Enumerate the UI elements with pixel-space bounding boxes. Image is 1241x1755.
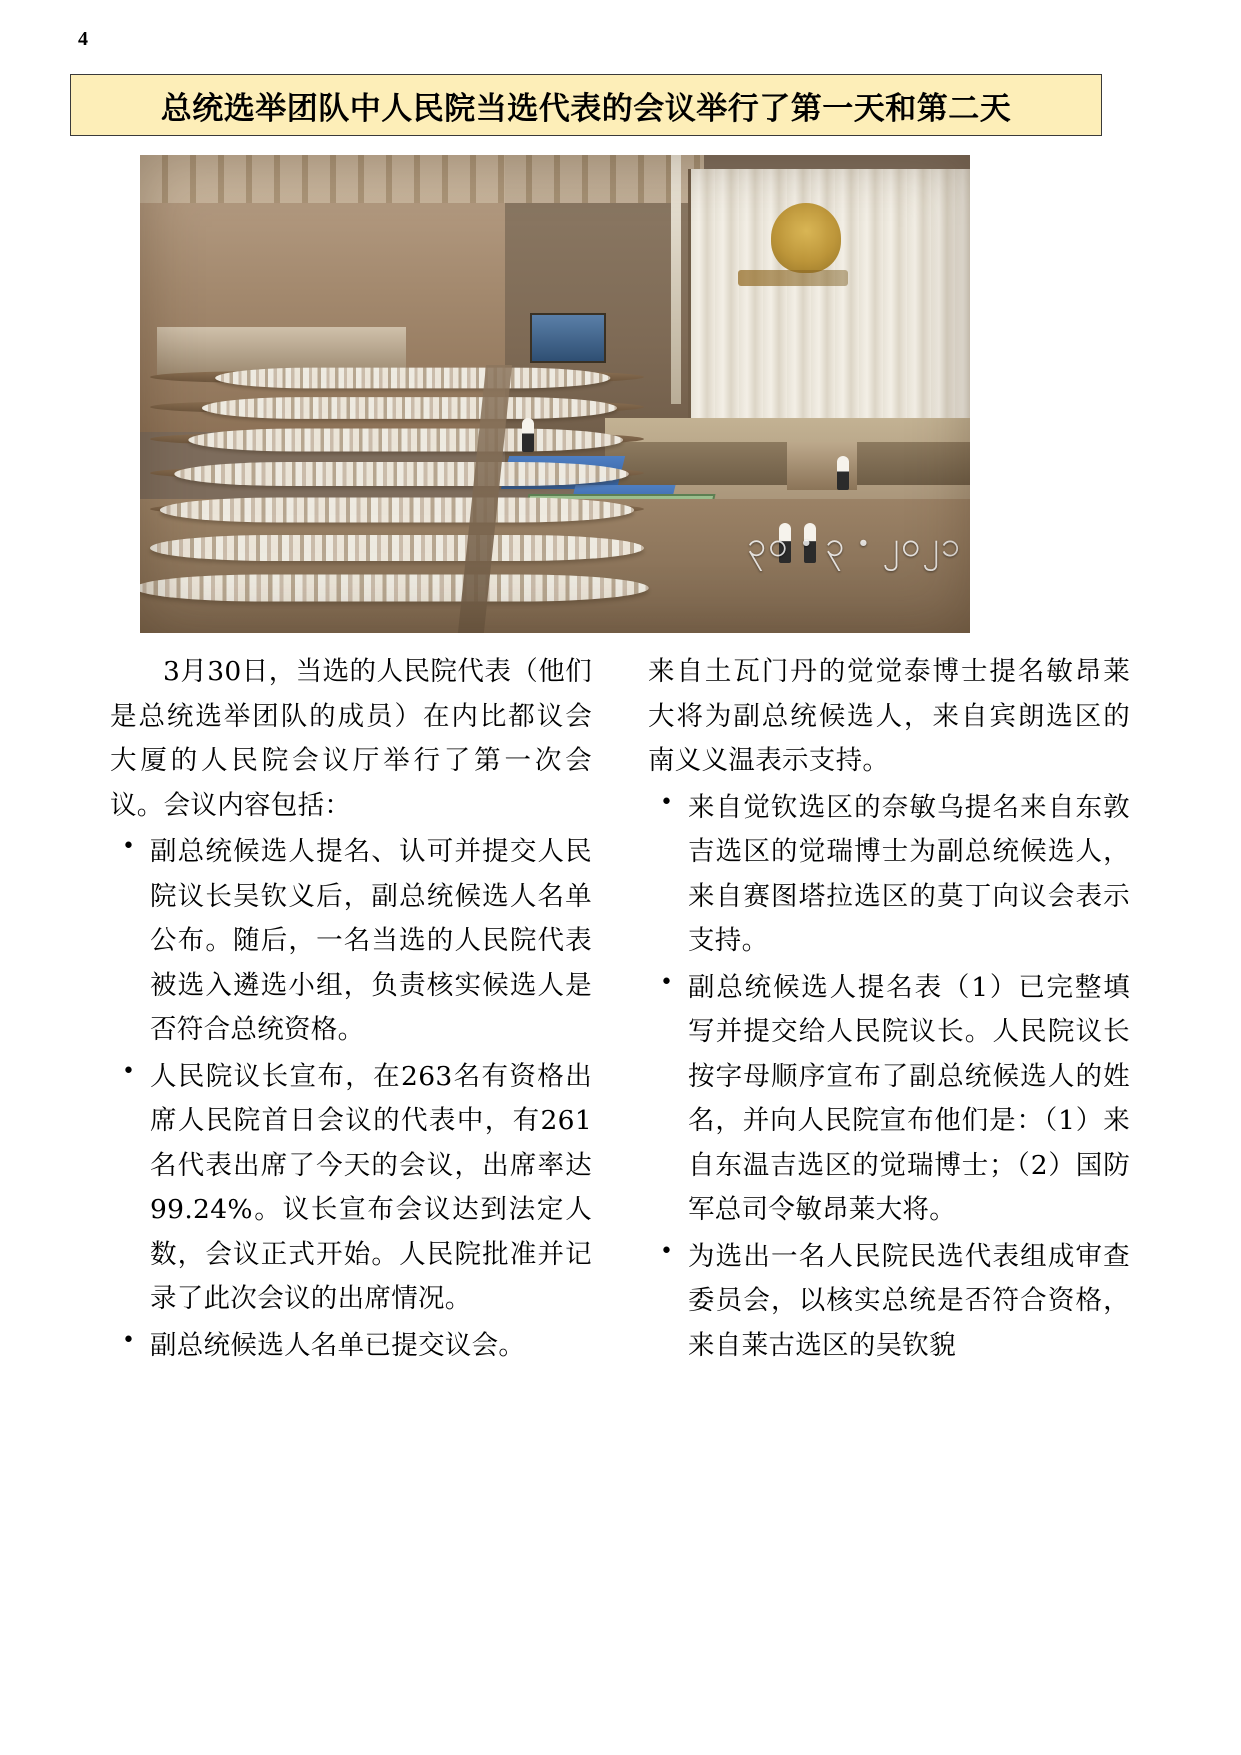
- state-seal-icon: [771, 203, 841, 273]
- list-item: • 人民院议长宣布，在263名有资格出席人民院首日会议的代表中，有261名代表出席了今天的会议，出席率达99.24%。议长宣布会议达到法定人数，会议正式开始。人民院批准并记录了此次会议的出席情况。: [110, 1055, 592, 1322]
- page-number: 4: [78, 28, 88, 50]
- display-screen: [530, 313, 606, 363]
- left-lead-paragraph: 3月30日，当选的人民院代表（他们是总统选举团队的成员）在内比都议会大厦的人民院会议厅举行了第一次会议。会议内容包括：: [110, 656, 592, 821]
- list-item: • 副总统候选人提名表（1）已完整填写并提交给人民院议长。人民院议长按字母顺序宣布了副总统候选人的姓名，并向人民院宣布他们是：（1）来自东温吉选区的觉瑞博士；（2）国防军总司令敏昂莱大将。: [648, 966, 1130, 1233]
- left-column: [110, 650, 592, 1370]
- right-lead-paragraph: 来自土瓦门丹的觉觉泰博士提名敏昂莱大将为副总统候选人，来自宾朗选区的南义义温表示支持。: [648, 656, 1130, 777]
- list-item: • 副总统候选人提名、认可并提交人民院议长吴钦义后，副总统候选人名单公布。随后，一名当选的人民院代表被选入遴选小组，负责核实候选人是否符合总统资格。: [110, 830, 592, 1053]
- photo-scene: [140, 155, 970, 633]
- delegate-seating-rows: [140, 365, 655, 633]
- list-item: • 副总统候选人名单已提交议会。: [110, 1324, 592, 1369]
- standing-official: [837, 456, 849, 490]
- hall-column: [671, 155, 681, 404]
- headline-text: 总统选举团队中人民院当选代表的会议举行了第一天和第二天: [160, 90, 1012, 127]
- headline-banner: [70, 74, 1102, 136]
- article-photo: [140, 155, 970, 633]
- article-body: [110, 650, 1130, 1370]
- photo-timestamp-overlay: ၃၀・၃・၂၀၂၁: [746, 525, 962, 565]
- standing-attendant: [522, 418, 534, 452]
- list-item: • 为选出一名人民院民选代表组成审查委员会，以核实总统是否符合资格，来自莱古选区的吴钦貌: [648, 1235, 1130, 1369]
- left-bullet-list: [110, 830, 592, 1368]
- seal-caption-band: [738, 270, 848, 286]
- list-item: • 来自觉钦选区的奈敏乌提名来自东敦吉选区的觉瑞博士为副总统候选人，来自赛图塔拉选区的莫丁向议会表示支持。: [648, 786, 1130, 964]
- hall-ceiling: [140, 155, 704, 203]
- right-bullet-list: [648, 786, 1130, 1369]
- right-column: [648, 650, 1130, 1370]
